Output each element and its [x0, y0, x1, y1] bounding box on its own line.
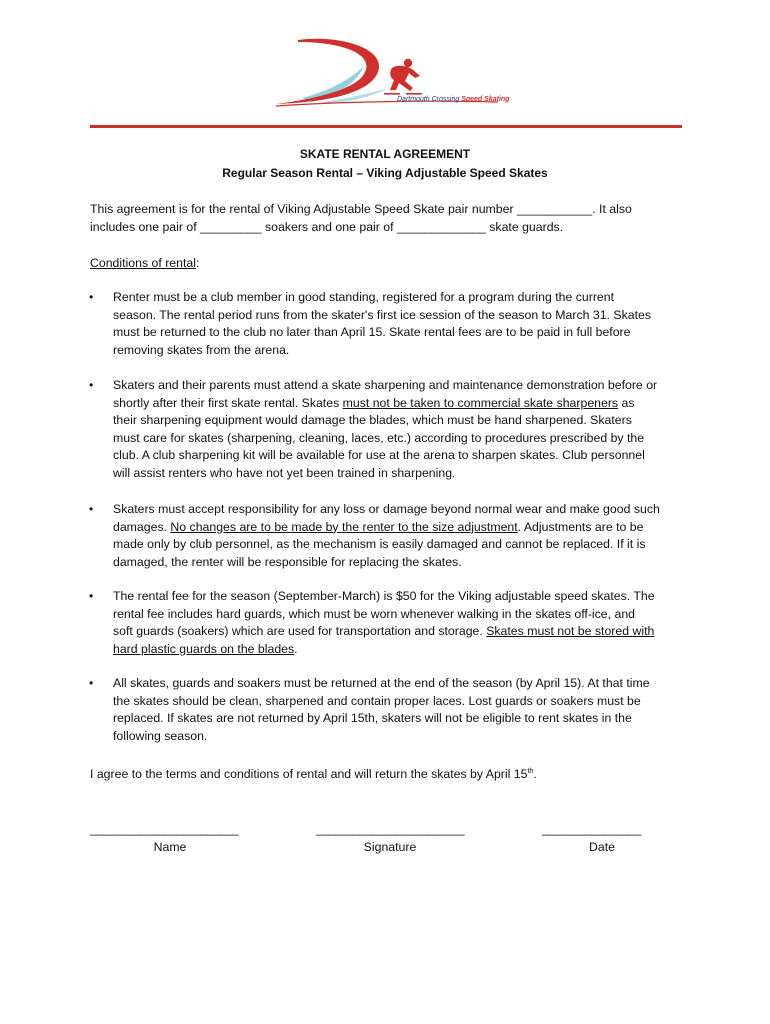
- item-3-line: . Adjustments are to be: [517, 519, 644, 534]
- agreement-statement: [90, 763, 680, 784]
- item-1-line: season. The rental period runs from the skater's first ice session of the season to March 31. Skates: [113, 307, 651, 322]
- intro-line-2: includes one pair of _________ soakers and one pair of _____________ skate guards.: [90, 219, 564, 234]
- condition-item-5: [113, 675, 681, 745]
- bullet-3: •: [89, 502, 94, 516]
- document-subtitle: Regular Season Rental – Viking Adjustable Speed Skates: [222, 166, 548, 180]
- item-2-line: shortly after their first skate rental. Skates: [113, 395, 343, 410]
- item-2-line: club. A club sharpening kit will be available for use at the arena to sharpen skates. Club personnel: [113, 448, 645, 463]
- bullet-1: •: [89, 290, 94, 304]
- item-2-line: will assist renters who have not yet been trained in sharpening.: [113, 465, 456, 480]
- item-2-line: must care for skates (sharpening, cleaning, laces, etc.) according to procedures prescribed by the: [113, 430, 645, 445]
- item-3-emphasis: No changes are to be made by the renter to the size adjustment: [170, 519, 518, 534]
- item-4-line: rental fee includes hard guards, which must be worn whenever walking in the skates off-ice, and: [113, 606, 635, 621]
- name-label: Name: [153, 840, 187, 854]
- name-line[interactable]: ________________________: [90, 822, 239, 836]
- item-4-line: .: [294, 641, 298, 656]
- condition-item-3: [113, 501, 681, 571]
- item-1-line: removing skates from the arena.: [113, 342, 290, 357]
- bullet-2: •: [89, 378, 94, 392]
- agreement-text: I agree to the terms and conditions of rental and will return the skates by April 15: [90, 767, 528, 782]
- signature-label: Signature: [363, 840, 417, 854]
- logo-org-plain: Dartmouth Crossing: [397, 96, 460, 103]
- condition-item-4: [113, 588, 681, 658]
- conditions-heading-text: Conditions of rental: [90, 256, 196, 270]
- logo-letter-d: [276, 39, 379, 104]
- date-label: Date: [589, 840, 615, 854]
- item-2-line: as: [618, 395, 635, 410]
- signature-line[interactable]: ________________________: [316, 822, 465, 836]
- logo-org-name: [397, 96, 509, 103]
- item-4-emphasis: hard plastic guards on the blades: [113, 641, 295, 656]
- bullet-5: •: [89, 676, 94, 690]
- conditions-heading: [90, 255, 680, 273]
- intro-line-1: This agreement is for the rental of Viking Adjustable Speed Skate pair number ___________. It also: [90, 202, 632, 216]
- item-4-line: The rental fee for the season (September-March) is $50 for the Viking adjustable speed skates. The: [113, 589, 655, 603]
- item-5-line: the skates should be clean, sharpened and contain proper laces. Lost guards or soakers must be: [113, 693, 641, 708]
- intro-paragraph: [90, 201, 680, 236]
- skater-icon: [384, 59, 422, 95]
- item-2-emphasis: must not be taken to commercial skate sharpeners: [342, 395, 619, 410]
- condition-item-1: [113, 289, 681, 359]
- item-2-line: Skaters and their parents must attend a skate sharpening and maintenance demonstration before or: [113, 378, 658, 392]
- item-3-line: Skaters must accept responsibility for any loss or damage beyond normal wear and make good such: [113, 502, 660, 516]
- date-line[interactable]: ________________: [542, 822, 641, 836]
- item-3-line: damages.: [113, 519, 171, 534]
- item-4-line: soft guards (soakers) which are used for transportation and storage.: [113, 624, 487, 639]
- item-1-line: Renter must be a club member in good standing, registered for a program during the current: [113, 290, 615, 304]
- item-2-line: their sharpening equipment would damage the blades, which must be hand sharpened. Skaters: [113, 413, 632, 428]
- item-5-line: following season.: [113, 728, 208, 743]
- item-3-line: damaged, the renter will be responsible for replacing the skates.: [113, 554, 462, 569]
- item-5-line: replaced. If skates are not returned by April 15th, skaters will not be eligible to rent skates in the: [113, 711, 632, 726]
- logo-org-highlight: Speed Skating: [461, 96, 510, 103]
- agreement-sup: th: [527, 768, 534, 775]
- item-5-line: All skates, guards and soakers must be returned at the end of the season (by April 15). At that time: [113, 676, 650, 690]
- condition-item-2: [113, 377, 681, 483]
- conditions-colon: :: [195, 256, 200, 270]
- document-title: SKATE RENTAL AGREEMENT: [299, 147, 471, 161]
- header-divider: [90, 125, 682, 128]
- item-4-emphasis: Skates must not be stored with: [486, 624, 655, 639]
- item-3-line: made only by club personnel, as the mechanism is easily damaged and cannot be replaced. If it is: [113, 537, 646, 552]
- agreement-end: .: [533, 767, 537, 782]
- item-1-line: must be returned to the club no later than April 15. Skate rental fees are to be paid in full before: [113, 325, 631, 340]
- bullet-4: •: [89, 589, 94, 603]
